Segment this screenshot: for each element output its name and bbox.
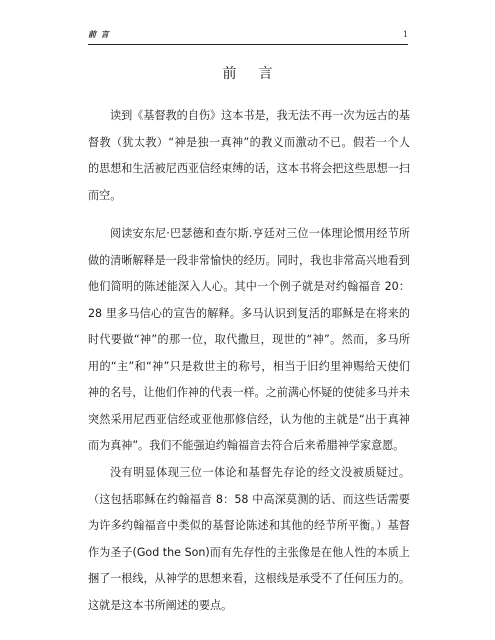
paragraph-2: 阅读安东尼·巴瑟德和查尔斯.亨廷对三位一体理论惯用经节所做的清晰解释是一段非常愉快的经历。同时，我也非常高兴地看到他们简明的陈述能深入人心。其中一个例子就是对约翰福音 20：28 里多马信心的宣告的解释。多马认识到复活的耶稣是在将来的时代要做“神”的那一位，取代撒旦，现世的“神”。然而，多马所用的“主”和“神”只是救世主的称号，相当于旧约里神赐给天使们神的名号，让他们作神的代表一样。之前满心怀疑的使徒多马并未突然采用尼西亚信经或亚他那修信经，认为他的主就是“出于真神而为真神”。我们不能强迫约翰福音去符合后来希腊神学家意愿。 (88, 227, 410, 452)
page-title: 前言 (222, 66, 295, 82)
paragraph-1: 读到《基督教的自伤》这本书是，我无法不再一次为远古的基督教（犹太教）“神是独一真神”的教义而激动不已。假若一个人的思想和生活被尼西亚信经束缚的话，这本书将会把这些思想一扫而空。 (88, 109, 410, 202)
running-header (88, 30, 408, 45)
page-number: 1 (402, 30, 408, 39)
header-section-mark: 前 言 (88, 29, 110, 39)
paragraph-3: 没有明显体现三位一体论和基督先存论的经文没被质疑过。（这包括耶稣在约翰福音 8：58 中高深莫测的话、而这些话需要为许多约翰福音中类似的基督论陈述和其他的经节所平衡。）基督作为圣子(God the Son)而有先存性的主张像是在他人性的本质上捆了一根线，从神学的思想来看，这根线是承受不了任何压力的。这就是这本书所阐述的要点。 (88, 466, 410, 612)
